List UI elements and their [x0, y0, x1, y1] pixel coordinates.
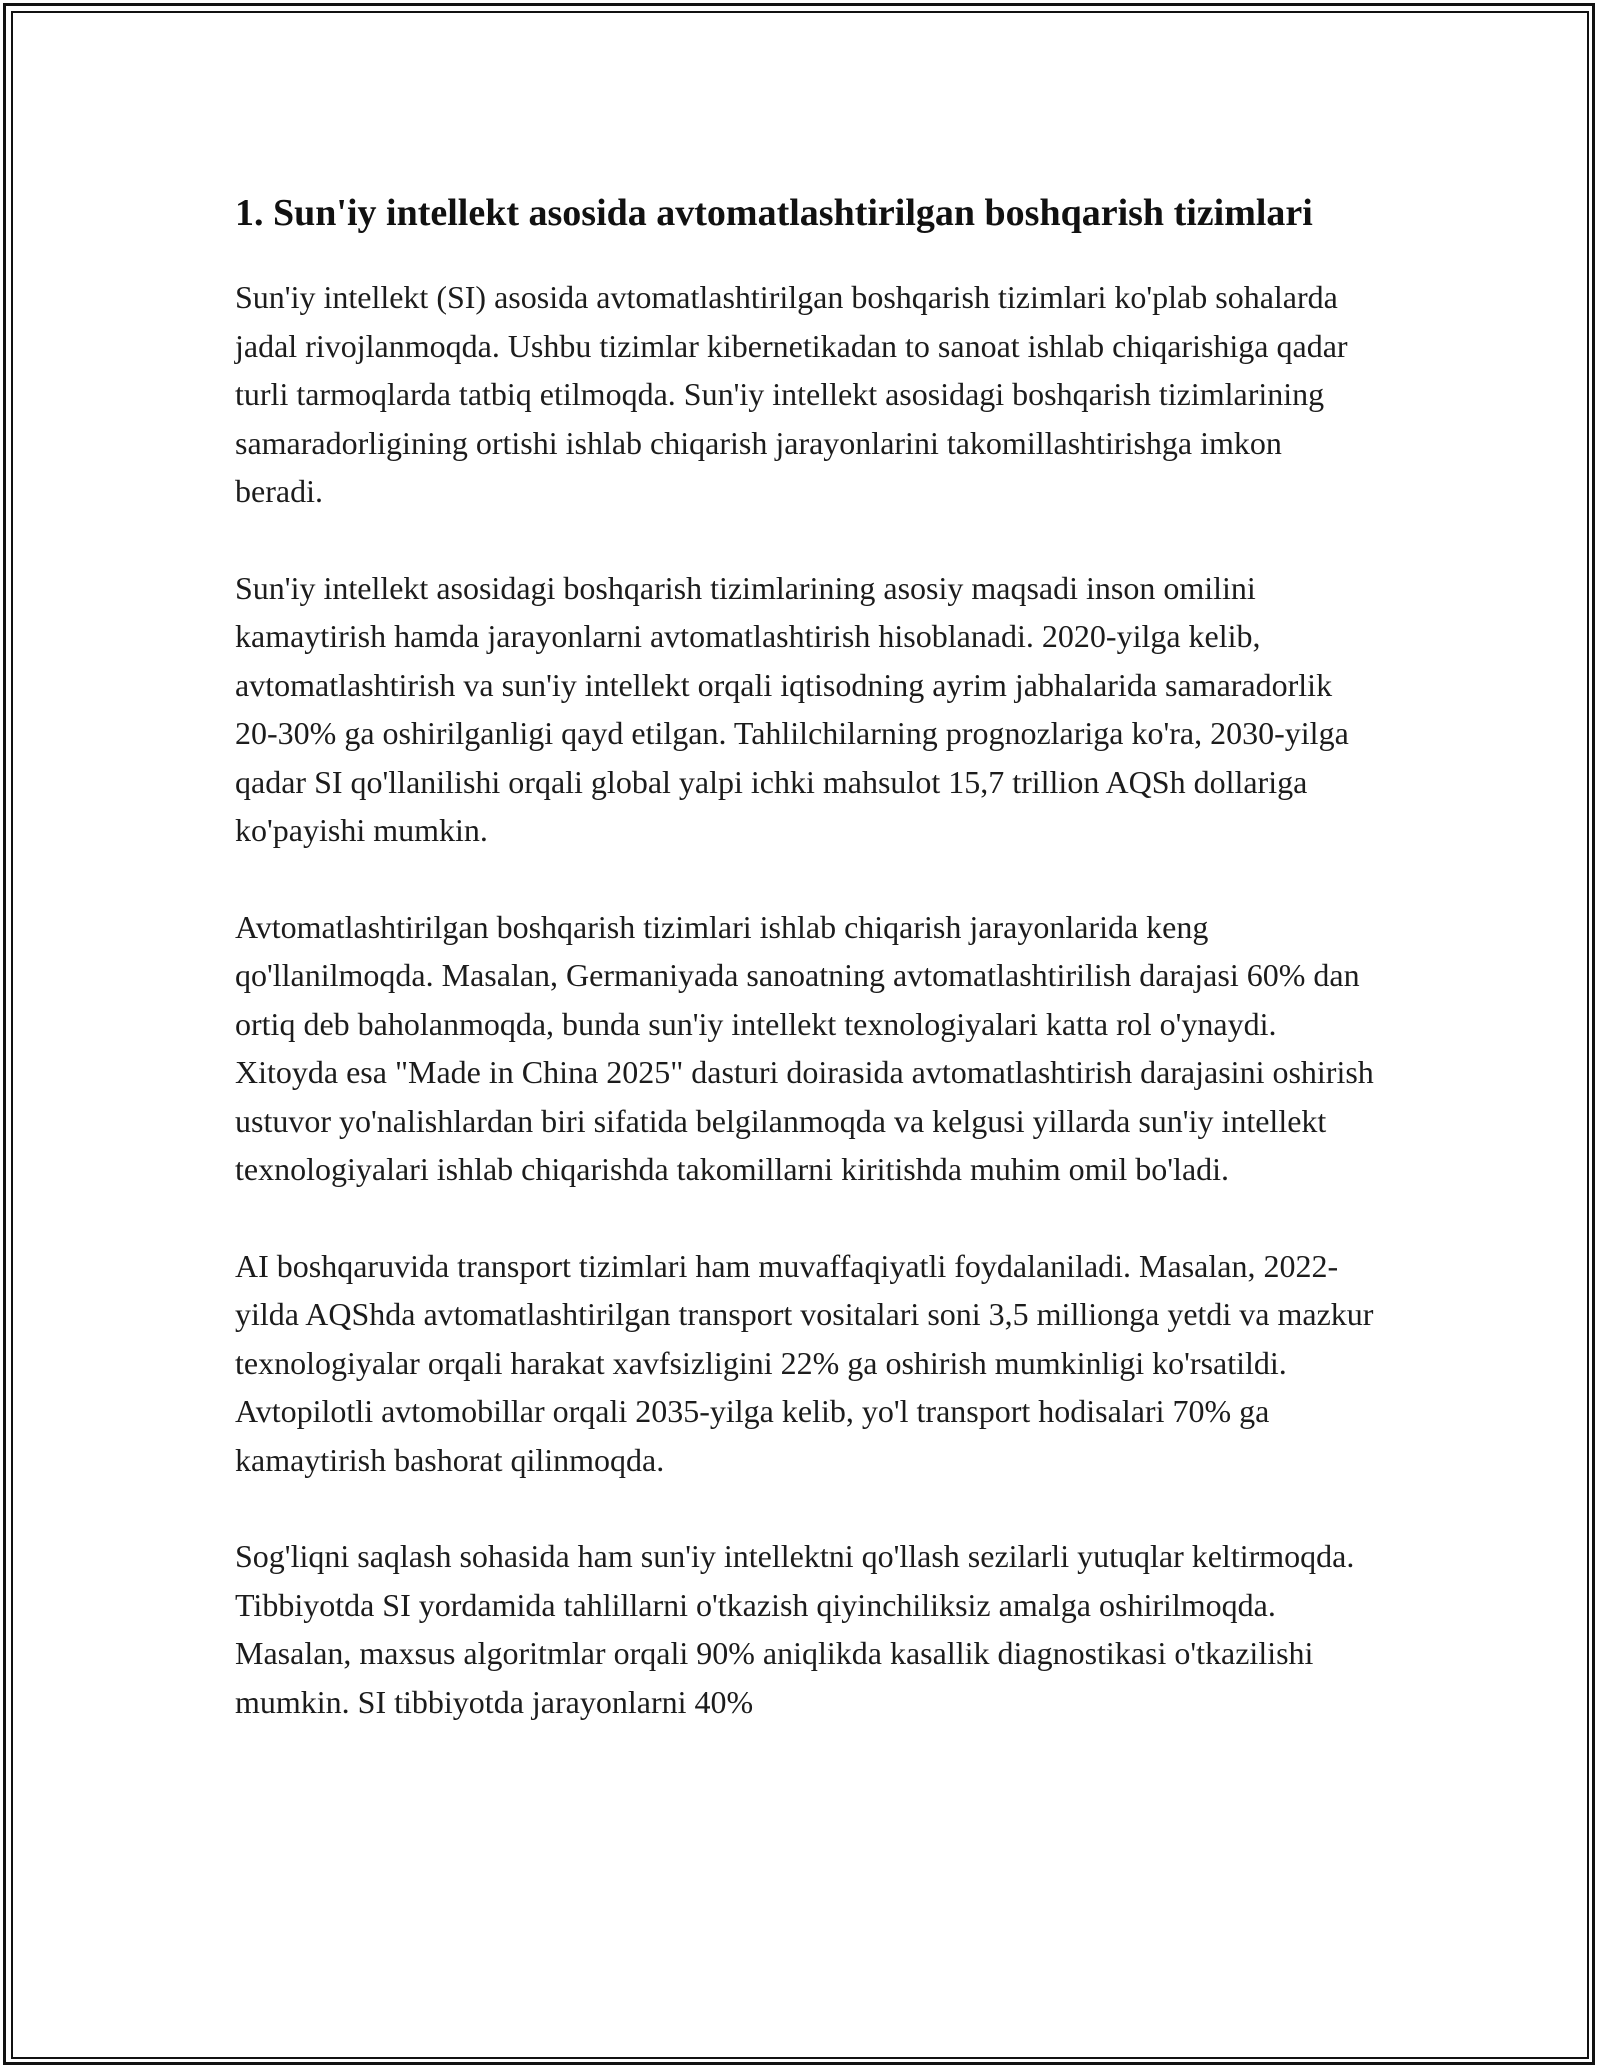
section-heading: 1. Sun'iy intellekt asosida avtomatlashtirilgan boshqarish tizimlari [235, 192, 1313, 234]
paragraph-purpose: Sun'iy intellekt asosidagi boshqarish tizimlarining asosiy maqsadi inson omilini kamaytirish hamda jarayonlarni avtomatlashtirish hisoblanadi. 2020-yilga kelib, avtomatlashtirish va sun'iy intellekt orqali iqtisodning ayrim jabhalarida samaradorlik 20-30% ga oshirilganligi qayd etilgan. Tahlilchilarning prognozlariga ko'ra, 2030-yilga qadar SI qo'llanilishi orqali global yalpi ichki mahsulot 15,7 trillion AQSh dollariga ko'payishi mumkin. [235, 569, 1349, 848]
paragraph-healthcare: Sog'liqni saqlash sohasida ham sun'iy intellektni qo'llash sezilarli yutuqlar keltirmoqda. Tibbiyotda SI yordamida tahlillarni o'tkazish qiyinchiliksiz amalga oshirilmoqda. Masalan, maxsus algoritmlar orqali 90% aniqlikda kasallik diagnostikasi o'tkazilishi mumkin. SI tibbiyotda jarayonlarni 40% [235, 1538, 1355, 1720]
paragraph-intro: Sun'iy intellekt (SI) asosida avtomatlashtirilgan boshqarish tizimlari ko'plab sohalarda jadal rivojlanmoqda. Ushbu tizimlar kibernetikadan to sanoat ishlab chiqarishiga qadar turli tarmoqlarda tatbiq etilmoqda. Sun'iy intellekt asosidagi boshqarish tizimlarining samaradorligining ortishi ishlab chiqarish jarayonlarini takomillashtirishga imkon beradi. [235, 279, 1348, 509]
document-body [235, 186, 1375, 1774]
paragraph-transport: AI boshqaruvida transport tizimlari ham muvaffaqiyatli foydalaniladi. Masalan, 2022-yilda AQShda avtomatlashtirilgan transport vositalari soni 3,5 millionga yetdi va mazkur texnologiyalar orqali harakat xavfsizligini 22% ga oshirish mumkinligi ko'rsatildi. Avtopilotli avtomobillar orqali 2035-yilga kelib, yo'l transport hodisalari 70% ga kamaytirish bashorat qilinmoqda. [235, 1247, 1374, 1478]
paragraph-industry: Avtomatlashtirilgan boshqarish tizimlari ishlab chiqarish jarayonlarida keng qo'llanilmoqda. Masalan, Germaniyada sanoatning avtomatlashtirilish darajasi 60% dan ortiq deb baholanmoqda, bunda sun'iy intellekt texnologiyalari katta rol o'ynaydi. Xitoyda esa "Made in China 2025" dasturi doirasida avtomatlashtirish darajasini oshirish ustuvor yo'nalishlardan biri sifatida belgilanmoqda va kelgusi yillarda sun'iy intellekt texnologiyalari ishlab chiqarishda takomillarni kiritishda muhim omil bo'ladi. [235, 908, 1374, 1187]
